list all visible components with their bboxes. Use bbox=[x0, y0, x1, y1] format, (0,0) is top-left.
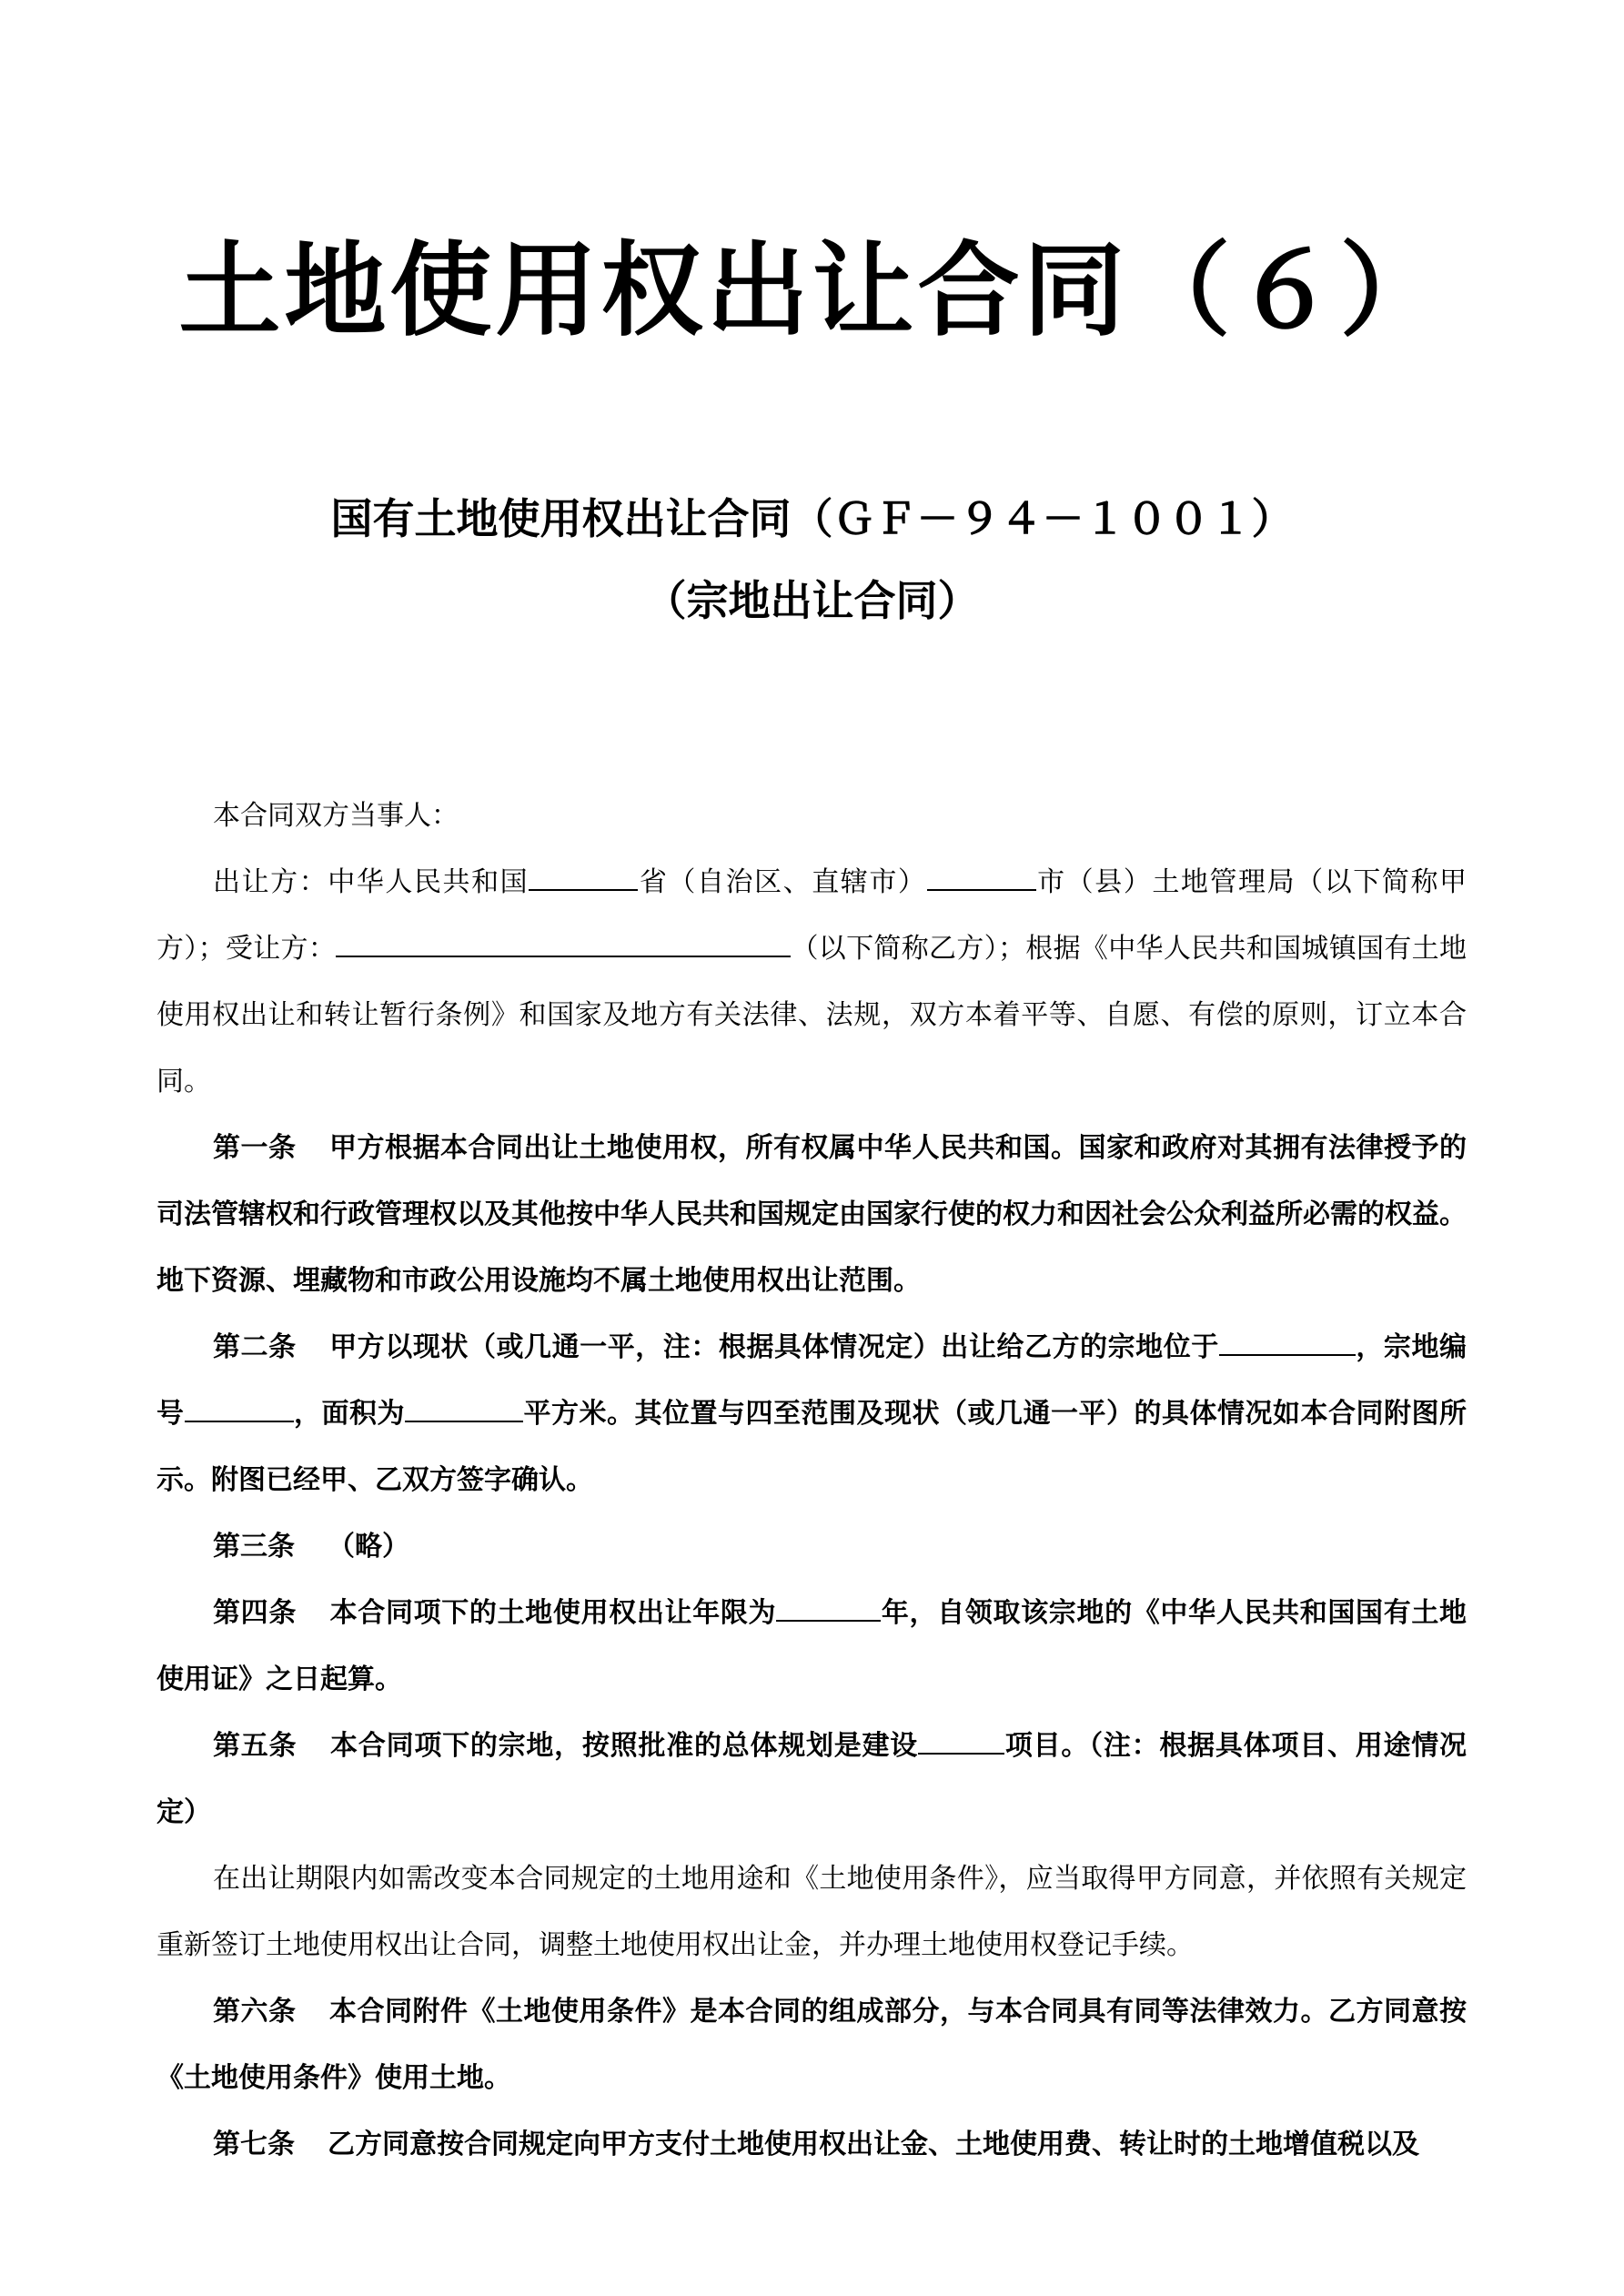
article-7-text: 乙方同意按合同规定向甲方支付土地使用权出让金、土地使用费、转让时的土地增值税以及 bbox=[328, 2129, 1419, 2160]
article-6 bbox=[156, 1978, 1467, 2111]
article-3-text: （略） bbox=[328, 1531, 409, 1563]
intro-text-3: 市（县）土地管理局（以下简称甲方）；受让方： bbox=[156, 866, 1468, 965]
article-2-text-a: 甲方以现状（或几通一平，注：根据具体情况定）出让给乙方的宗地位于 bbox=[328, 1331, 1219, 1363]
article-2-text-c: ，面积为 bbox=[293, 1398, 405, 1430]
article-7-label: 第七条 bbox=[213, 2129, 295, 2160]
transferee-blank bbox=[336, 928, 791, 957]
contract-subtitle: 国有土地使用权出让合同（ＧＦ－９４－１００１） bbox=[330, 494, 1294, 543]
intro-parties: 本合同双方当事人： bbox=[213, 800, 459, 832]
article-2 bbox=[156, 1314, 1467, 1513]
intro-text-1: 出让方：中华人民共和国 bbox=[213, 866, 530, 898]
parcel-number-blank bbox=[185, 1393, 294, 1422]
article-2-label: 第二条 bbox=[213, 1331, 297, 1363]
article-5-text-a: 本合同项下的宗地，按照批准的总体规划是建设 bbox=[329, 1730, 919, 1762]
article-1-label: 第一条 bbox=[213, 1132, 297, 1164]
article-6-label: 第六条 bbox=[213, 1996, 297, 2028]
article-2-text-d: 平方米。其位置与四至范围及现状（或几通一平）的具体情况如本合同附图所示。附图已经甲、乙双方签字确认。 bbox=[156, 1398, 1467, 1496]
article-5-label: 第五条 bbox=[213, 1730, 298, 1762]
article-5-paragraph-2: 在出让期限内如需改变本合同规定的土地用途和《土地使用条件》，应当取得甲方同意，并依照有关规定重新签订土地使用权出让合同，调整土地使用权出让金，并办理土地使用权登记手续。 bbox=[156, 1863, 1467, 1961]
article-7 bbox=[156, 2111, 1467, 2178]
province-blank bbox=[529, 862, 638, 891]
article-2-text-b: ，宗地编号 bbox=[156, 1331, 1468, 1430]
main-title: 土地使用权出让合同（６） bbox=[178, 232, 1446, 350]
contract-body bbox=[156, 783, 1467, 2178]
intro-text-2: 省（自治区、直辖市） bbox=[638, 866, 927, 898]
article-5 bbox=[156, 1713, 1467, 1846]
area-blank bbox=[405, 1393, 523, 1422]
intro-text-4: （以下简称乙方）；根据《中华人民共和国城镇国有土地使用权出让和转让暂行条例》和国家及地方有关法律、法规，双方本着平等、自愿、有偿的原则，订立本合同。 bbox=[156, 933, 1467, 1097]
article-3 bbox=[156, 1513, 1467, 1580]
article-4 bbox=[156, 1580, 1467, 1713]
city-blank bbox=[927, 862, 1036, 891]
article-3-label: 第三条 bbox=[213, 1531, 295, 1563]
article-1-text: 甲方根据本合同出让土地使用权，所有权属中华人民共和国。国家和政府对其拥有法律授予的司法管辖权和行政管理权以及其他按中华人民共和国规定由国家行使的权力和因社会公众利益所必需的权益。地下资源、埋藏物和市政公用设施均不属土地使用权出让范围。 bbox=[156, 1132, 1467, 1297]
article-4-text-a: 本合同项下的土地使用权出让年限为 bbox=[328, 1597, 777, 1629]
intro-paragraph bbox=[156, 849, 1467, 1115]
article-5-text-b: 项目。（注：根据具体项目、用途情况定） bbox=[156, 1730, 1468, 1828]
contract-type-subtitle: （宗地出让合同） bbox=[644, 576, 980, 625]
location-blank bbox=[1219, 1327, 1356, 1356]
project-blank bbox=[918, 1725, 1004, 1755]
article-4-text-b: 年，自领取该宗地的《中华人民共和国国有土地使用证》之日起算。 bbox=[156, 1597, 1468, 1695]
article-4-label: 第四条 bbox=[213, 1597, 297, 1629]
term-years-blank bbox=[776, 1593, 881, 1622]
article-1 bbox=[156, 1115, 1467, 1314]
article-6-text: 本合同附件《土地使用条件》是本合同的组成部分，与本合同具有同等法律效力。乙方同意按《土地使用条件》使用土地。 bbox=[156, 1996, 1467, 2094]
